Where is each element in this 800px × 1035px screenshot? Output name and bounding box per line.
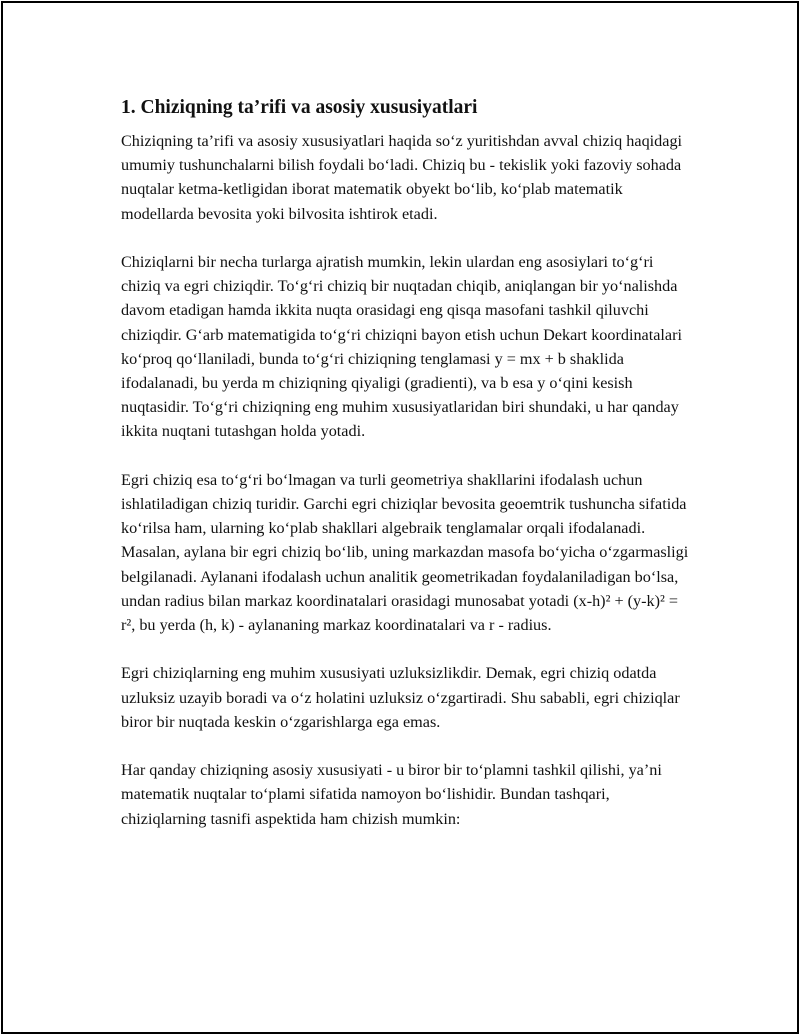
page-frame bbox=[1, 1, 799, 1034]
paragraph-5: Har qanday chiziqning asosiy xususiyati - u biror bir to‘plamni tashkil qilishi, ya’ni matematik nuqtalar to‘plami sifatida namoyon bo‘lishidir. Bundan tashqari, chiziqlarning tasnifi aspektida ham chizish mumkin: bbox=[121, 761, 662, 828]
paragraph-3: Egri chiziq esa to‘g‘ri bo‘lmagan va turli geometriya shakllarini ifodalash uchun ishlatiladigan chiziq turidir. Garchi egri chiziqlar bevosita geoemtrik tushuncha sifatida ko‘rilsa ham, ularning ko‘plab shakllari algebraik tenglamalar orqali ifodalanadi. Masalan, aylana bir egri chiziq bo‘lib, uning markazdan masofa bo‘yicha o‘zgarmasligi belgilanadi. Aylanani ifodalash uchun analitik geometrikadan foydalaniladigan bo‘lsa, undan radius bilan markaz koordinatalari orasidagi munosabat yotadi (x-h)² + (y-k)² = r², bu yerda (h, k) - aylananing markaz koordinatalari va r - radius. bbox=[121, 470, 689, 635]
paragraph-4: Egri chiziqlarning eng muhim xususiyati uzluksizlikdir. Demak, egri chiziq odatda uzluksiz uzayib boradi va o‘z holatini uzluksiz o‘zgartiradi. Shu sababli, egri chiziqlar biror bir nuqtada keskin o‘zgarishlarga ega emas. bbox=[121, 664, 680, 731]
section-heading: 1. Chiziqning ta’rifi va asosiy xususiyatlari bbox=[121, 97, 478, 118]
document-body bbox=[121, 95, 696, 855]
paragraph-1: Chiziqning ta’rifi va asosiy xususiyatlari haqida so‘z yuritishdan avval chiziq haqidagi umumiy tushunchalarni bilish foydali bo‘ladi. Chiziq bu - tekislik yoki fazoviy sohada nuqtalar ketma-ketligidan iborat matematik obyekt bo‘lib, ko‘plab matematik modellarda bevosita yoki bilvosita ishtirok etadi. bbox=[121, 132, 683, 223]
paragraph-2: Chiziqlarni bir necha turlarga ajratish mumkin, lekin ulardan eng asosiylari to‘g‘ri chiziq va egri chiziqdir. To‘g‘ri chiziq bir nuqtadan chiqib, aniqlangan bir yo‘nalishda davom etadigan hamda ikkita nuqta orasidagi eng qisqa masofani tashkil qiluvchi chiziqdir. G‘arb matematigida to‘g‘ri chiziqni bayon etish uchun Dekart koordinatalari ko‘proq qo‘llaniladi, bunda to‘g‘ri chiziqning tenglamasi y = mx + b shaklida ifodalanadi, bu yerda m chiziqning qiyaligi (gradienti), va b esa y o‘qini kesish nuqtasidir. To‘g‘ri chiziqning eng muhim xususiyatlaridan biri shundaki, u har qanday ikkita nuqtani tutashgan holda yotadi. bbox=[121, 253, 682, 441]
